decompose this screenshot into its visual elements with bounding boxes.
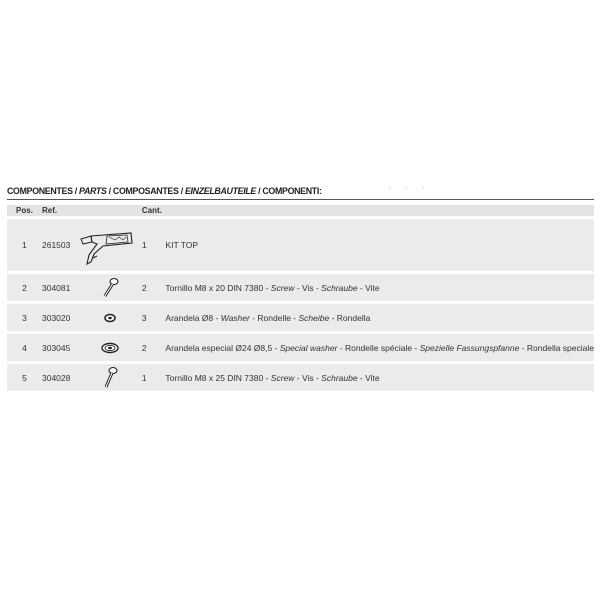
decorative-dots: · · · — [388, 183, 431, 192]
special-washer-icon — [100, 342, 120, 354]
table-row — [7, 219, 594, 271]
pos-column-header: Pos. — [7, 205, 42, 216]
row-ref: 304028 — [42, 364, 78, 391]
cant-column-header: Cant. — [142, 205, 166, 216]
table-row — [7, 364, 594, 391]
row-pos: 1 — [7, 219, 42, 271]
row-ref: 303045 — [42, 334, 78, 361]
row-ref: 304081 — [42, 274, 78, 301]
row-ref: 303020 — [42, 304, 78, 331]
row-pos: 3 — [7, 304, 42, 331]
table-row — [7, 334, 594, 361]
table-row — [7, 304, 594, 331]
row-cant: 3 — [142, 304, 166, 331]
table-row — [7, 274, 594, 301]
row-cant: 2 — [142, 334, 166, 361]
washer-icon — [103, 313, 117, 323]
row-description: KIT TOP — [165, 219, 594, 271]
heading-divider — [7, 199, 594, 200]
row-cant: 2 — [142, 274, 166, 301]
row-description: Tornillo M8 x 20 DIN 7380 - Screw - Vis - Schraube - Vite — [165, 274, 594, 301]
row-description: Arandela Ø8 - Washer - Rondelle - Scheibe - Rondella — [165, 304, 594, 331]
parts-table — [7, 205, 594, 391]
description-column-header — [165, 205, 594, 216]
image-column-header — [78, 205, 142, 216]
table-header-row — [7, 205, 594, 216]
components-heading: COMPONENTES / PARTS / COMPOSANTES / EINZELBAUTEILE / COMPONENTI: — [7, 186, 322, 197]
row-description: Arandela especial Ø24 Ø8,5 - Special washer - Rondelle spéciale - Spezielle Fassungspfanne - Rondella speciale — [165, 334, 594, 361]
row-ref: 261503 — [42, 219, 78, 271]
kit-top-bracket-icon — [79, 224, 141, 266]
row-cant: 1 — [142, 219, 166, 271]
row-cant: 1 — [142, 364, 166, 391]
ref-column-header: Ref. — [42, 205, 78, 216]
row-pos: 5 — [7, 364, 42, 391]
screw-icon — [100, 366, 120, 390]
row-pos: 4 — [7, 334, 42, 361]
row-description: Tornillo M8 x 25 DIN 7380 - Screw - Vis - Schraube - Vite — [165, 364, 594, 391]
row-pos: 2 — [7, 274, 42, 301]
screw-icon — [100, 277, 120, 299]
